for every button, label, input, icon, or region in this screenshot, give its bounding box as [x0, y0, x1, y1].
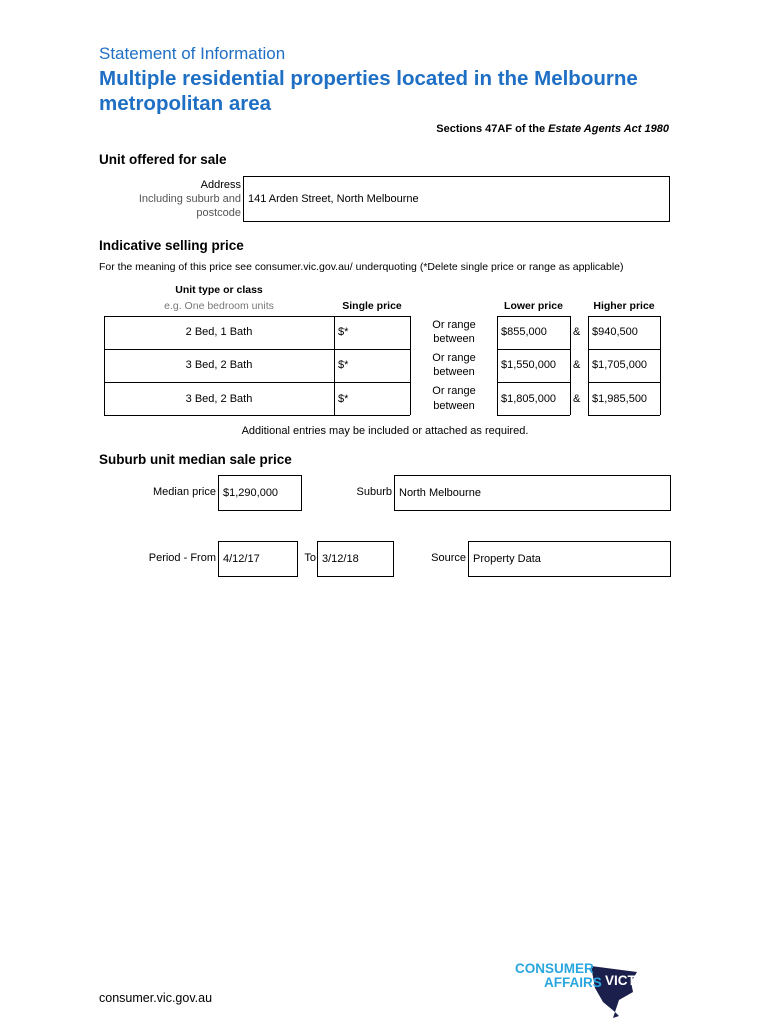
indicative-note: For the meaning of this price see consumer.vic.gov.au/ underquoting (*Delete single price or range as applicable) [99, 261, 624, 273]
source-label: Source [431, 552, 466, 564]
address-label-line-2: Including suburb and [138, 193, 241, 205]
logo-line-3: VICTORIA [605, 973, 670, 988]
lower-line-1 [497, 349, 570, 350]
table-line-bottom [104, 415, 410, 416]
table-row-2-range-line-1: Or range [432, 352, 476, 364]
table-row-1-single[interactable]: $* [338, 326, 349, 338]
unit-offered-heading: Unit offered for sale [99, 152, 227, 167]
column-header-unit-type: Unit type or class [175, 284, 263, 296]
table-row-3-range-line-1: Or range [432, 385, 476, 397]
lower-line-2 [497, 382, 570, 383]
table-row-2-single[interactable]: $* [338, 359, 349, 371]
higher-line-1 [588, 349, 660, 350]
table-line-top [104, 316, 410, 317]
higher-line-left [588, 316, 589, 415]
table-row-1-range-line-2: between [433, 333, 475, 345]
table-row-1-lower[interactable]: $855,000 [501, 326, 547, 338]
table-line-1 [104, 349, 410, 350]
period-from-field[interactable]: 4/12/17 [218, 541, 298, 577]
table-row-3-single[interactable]: $* [338, 393, 349, 405]
table-row-2-unit[interactable]: 3 Bed, 2 Bath [185, 359, 253, 371]
indicative-heading: Indicative selling price [99, 238, 244, 253]
sections-act: Estate Agents Act 1980 [548, 123, 669, 135]
document-title-line-2: metropolitan area [99, 92, 272, 115]
table-row-1-range-line-1: Or range [432, 319, 476, 331]
table-row-2-amp: & [573, 359, 581, 371]
higher-line-top [588, 316, 660, 317]
table-row-1-higher[interactable]: $940,500 [592, 326, 638, 338]
consumer-affairs-logo [515, 958, 675, 1020]
table-row-2-higher[interactable]: $1,705,000 [592, 359, 648, 371]
lower-line-bottom [497, 415, 570, 416]
address-label-line-3: postcode [196, 207, 241, 219]
document-title-line-1: Multiple residential properties located in the Melbourne [99, 67, 638, 90]
table-row-3-lower[interactable]: $1,805,000 [501, 393, 557, 405]
logo-line-1: CONSUMER [515, 961, 594, 976]
suburb-field[interactable]: North Melbourne [394, 475, 671, 511]
address-label-line-1: Address [200, 179, 241, 191]
table-row-1-unit[interactable]: 2 Bed, 1 Bath [185, 326, 253, 338]
table-row-1-amp: & [573, 326, 581, 338]
address-label [120, 178, 241, 220]
period-to-field[interactable]: 3/12/18 [317, 541, 394, 577]
median-price-field[interactable]: $1,290,000 [218, 475, 302, 511]
median-heading: Suburb unit median sale price [99, 452, 292, 467]
column-header-single-price: Single price [342, 300, 402, 312]
suburb-label: Suburb [356, 486, 392, 498]
table-row-3-unit[interactable]: 3 Bed, 2 Bath [185, 393, 253, 405]
higher-line-bottom [588, 415, 660, 416]
table-row-2-lower[interactable]: $1,550,000 [501, 359, 557, 371]
lower-line-left [497, 316, 498, 415]
sections-prefix: Sections 47AF of the [436, 123, 549, 135]
lower-line-top [497, 316, 570, 317]
table-row-3-amp: & [573, 393, 581, 405]
source-field[interactable]: Property Data [468, 541, 671, 577]
table-row-3-higher[interactable]: $1,985,500 [592, 393, 648, 405]
logo-line-2: AFFAIRS [544, 975, 602, 990]
table-line-2 [104, 382, 410, 383]
higher-line-right [660, 316, 661, 415]
period-from-label: Period - From [148, 552, 216, 564]
higher-line-2 [588, 382, 660, 383]
column-header-lower-price: Lower price [504, 300, 563, 312]
column-header-higher-price: Higher price [593, 300, 655, 312]
table-row-2-range-line-2: between [433, 366, 475, 378]
statement-label: Statement of Information [99, 44, 286, 63]
sections-reference [436, 123, 669, 135]
table-line-right [410, 316, 411, 415]
document-title [99, 66, 699, 116]
period-to-label: To [304, 552, 316, 564]
table-row-3-range-line-2: between [433, 400, 475, 412]
lower-line-right [570, 316, 571, 415]
additional-entries-note: Additional entries may be included or attached as required. [241, 425, 529, 437]
median-price-label: Median price [153, 486, 216, 498]
column-header-unit-example: e.g. One bedroom units [164, 300, 274, 312]
address-field[interactable]: 141 Arden Street, North Melbourne [243, 176, 670, 222]
footer-website: consumer.vic.gov.au [99, 991, 213, 1005]
table-line-mid [334, 316, 335, 415]
